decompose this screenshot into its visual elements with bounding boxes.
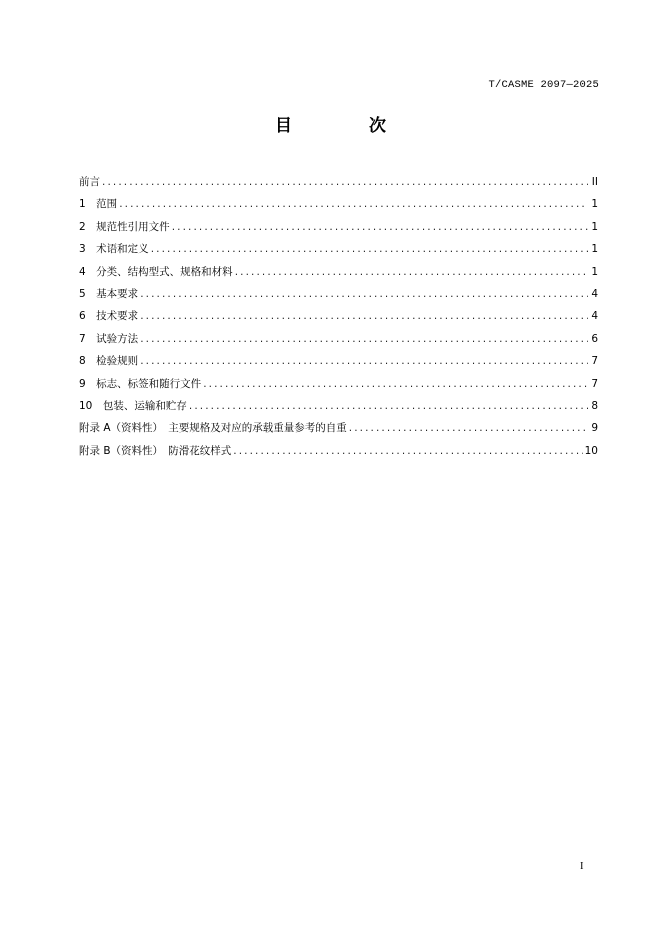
toc-entry-page: 4: [591, 287, 598, 300]
toc-entry-page: 1: [591, 243, 598, 256]
toc-entry-appendix-b[interactable]: [79, 440, 598, 462]
toc-entry-page: 1: [591, 220, 598, 233]
toc-entry-label: 5 基本要求: [79, 287, 139, 300]
toc-entry-page: 4: [591, 310, 598, 323]
toc-leader: [140, 305, 588, 327]
toc-entry-label: 9 标志、标签和随行文件: [79, 377, 202, 390]
toc-entry-page: 7: [591, 377, 598, 390]
toc-entry-basic-requirements[interactable]: [79, 283, 598, 305]
toc-entry-page: 10: [584, 444, 598, 457]
toc-title: 目 次: [275, 116, 416, 136]
toc-entry-normative-references[interactable]: [79, 216, 598, 238]
toc-entry-technical-requirements[interactable]: [79, 305, 598, 327]
toc-entry-label: 3 术语和定义: [79, 243, 149, 256]
toc-entry-page: 6: [591, 332, 598, 345]
toc-entry-label: 附录 A（资料性） 主要规格及对应的承载重量参考的自重: [79, 422, 347, 435]
toc-leader: [189, 395, 588, 417]
toc-leader: [233, 440, 582, 462]
toc-entry-page: 9: [591, 422, 598, 435]
toc-leader: [119, 193, 588, 215]
toc-entry-label: 附录 B（资料性） 防滑花纹样式: [79, 444, 232, 457]
toc-entry-packaging-transport[interactable]: [79, 395, 598, 417]
toc-entry-label: 10 包装、运输和贮存: [79, 399, 187, 412]
toc-entry-page: 1: [591, 265, 598, 278]
toc-leader: [349, 417, 588, 439]
toc-leader: [203, 373, 588, 395]
document-code: T/CASME 2097—2025: [488, 79, 599, 91]
toc-leader: [151, 238, 588, 260]
toc-entry-label: 4 分类、结构型式、规格和材料: [79, 265, 233, 278]
toc-entry-classification[interactable]: [79, 261, 598, 283]
toc-leader: [140, 350, 588, 372]
toc-entry-terms-definitions[interactable]: [79, 238, 598, 260]
toc-entry-label: 8 检验规则: [79, 355, 139, 368]
toc-entry-label: 6 技术要求: [79, 310, 139, 323]
toc-leader: [102, 171, 588, 193]
toc-entry-page: 1: [591, 198, 598, 211]
toc-entry-label: 1 范围: [79, 198, 118, 211]
toc-entry-foreword[interactable]: [79, 171, 598, 193]
page-number: I: [580, 861, 584, 872]
toc-entry-marking-labeling[interactable]: [79, 373, 598, 395]
toc-entry-appendix-a[interactable]: [79, 417, 598, 439]
toc-entry-scope[interactable]: [79, 193, 598, 215]
toc-entry-page: 7: [591, 355, 598, 368]
toc-entry-label: 前言: [79, 176, 100, 188]
toc-entry-label: 7 试验方法: [79, 332, 139, 345]
toc-leader: [140, 328, 588, 350]
toc-entry-page: II: [591, 176, 598, 188]
toc-leader: [140, 283, 588, 305]
toc-entry-test-methods[interactable]: [79, 328, 598, 350]
toc-entry-page: 8: [591, 399, 598, 412]
toc-leader: [235, 261, 588, 283]
toc-leader: [172, 216, 588, 238]
toc-entry-inspection-rules[interactable]: [79, 350, 598, 372]
toc-entry-label: 2 规范性引用文件: [79, 220, 170, 233]
toc-list: [79, 171, 598, 462]
